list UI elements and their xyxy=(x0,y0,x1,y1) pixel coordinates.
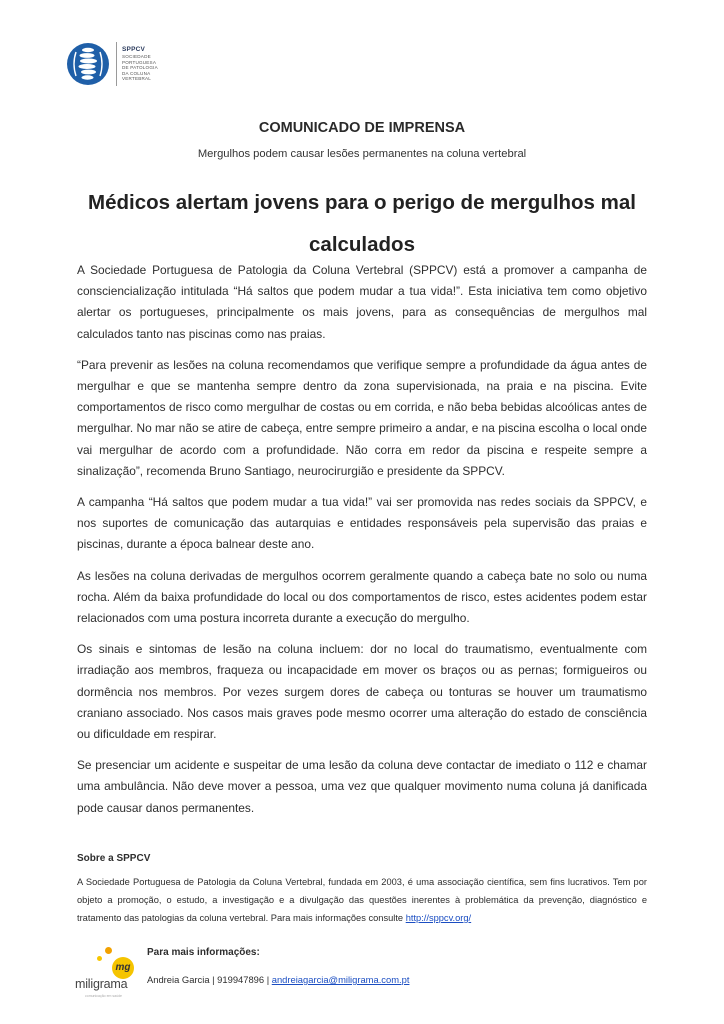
paragraph: A campanha “Há saltos que podem mudar a tua vida!” vai ser promovida nas redes sociais da SPPCV, e nos suportes de comunicação das autarquias e entidades responsáveis pela supervisão das praias e piscinas, durante a época balnear deste ano. xyxy=(77,495,647,552)
logo-line: SOCIEDADE xyxy=(122,54,151,60)
miligrama-wordmark: miligrama xyxy=(75,977,128,991)
sppcv-website-link[interactable]: http://sppcv.org/ xyxy=(405,913,472,923)
contact-name-phone: Andreia Garcia | 919947896 | xyxy=(147,974,270,985)
contact-line xyxy=(147,974,409,985)
contact-title: Para mais informações: xyxy=(147,947,260,958)
contact-email-link[interactable]: andreiagarcia@miligrama.com.pt xyxy=(271,974,410,985)
press-release-subtitle: Mergulhos podem causar lesões permanentes na coluna vertebral xyxy=(197,148,527,160)
logo-dot xyxy=(97,956,102,961)
about-description: A Sociedade Portuguesa de Patologia da Coluna Vertebral, fundada em 2003, é uma associação científica, sem fins lucrativos. Tem por objeto a promoção, o estudo, a investigação e a divulgação das questões inerentes à problemática da prevenção, diagnóstico e tratamento das patologias da coluna vertebral. Para mais informações consulte xyxy=(77,877,647,923)
paragraph: Os sinais e sintomas de lesão na coluna incluem: dor no local do traumatismo, eventualmente com irradiação aos membros, fraqueza ou incapacidade em mover os braços ou as pernas; formigueiros ou dormência nos membros. Por vezes surgem dores de cabeça ou tonturas se houver um traumatismo craniano associado. Nos casos mais graves pode mesmo ocorrer uma alteração do estado de consciência ou dificuldade em respirar. xyxy=(77,642,647,742)
logo-line: DE PATOLOGIA xyxy=(122,65,158,71)
about-title: Sobre a SPPCV xyxy=(77,853,151,864)
logo-text xyxy=(122,46,158,82)
logo-dot xyxy=(105,947,112,954)
contact-section xyxy=(75,944,475,1004)
headline: Médicos alertam jovens para o perigo de mergulhos mal calculados xyxy=(88,191,636,256)
logo-divider xyxy=(116,42,117,86)
logo-abbreviation: SPPCV xyxy=(122,46,146,54)
about-text xyxy=(77,873,647,927)
miligrama-logo xyxy=(75,944,141,1004)
about-section xyxy=(77,853,647,927)
article-body xyxy=(77,260,647,829)
spine-logo-icon xyxy=(66,42,110,86)
paragraph: As lesões na coluna derivadas de mergulhos ocorrem geralmente quando a cabeça bate no solo ou numa rocha. Além da baixa profundidade do local ou dos comportamentos de risco, estes acidentes podem estar relacionados com uma postura incorreta durante a execução do mergulho. xyxy=(77,568,647,626)
mg-badge: mg xyxy=(112,957,134,979)
paragraph: “Para prevenir as lesões na coluna recomendamos que verifique sempre a profundidade da água antes de mergulhar e que se mantenha sempre dentro da zona supervisionada, na praia e na piscina. Evite comportamentos de risco como mergulhar de costas ou em corrida, e não beba bebidas alcoólicas antes de mergulhar. No mar não se atire de cabeça, entre sempre primeiro a andar, e na piscina escolha o local onde vai mergulhar de acordo com a profundidade. Não corra em redor da piscina e respeite sempre a sinalização”, recomenda Bruno Santiago, neurocirurgião e presidente da SPPCV. xyxy=(77,357,647,478)
logo-line: VERTEBRAL xyxy=(122,76,152,82)
sppcv-logo xyxy=(66,42,158,86)
paragraph: Se presenciar um acidente e suspeitar de uma lesão da coluna deve contactar de imediato o 112 e chamar uma ambulância. Não deve mover a pessoa, uma vez que qualquer movimento numa coluna já danificada pode causar danos permanentes. xyxy=(77,758,647,815)
paragraph: A Sociedade Portuguesa de Patologia da Coluna Vertebral (SPPCV) está a promover a campanha de consciencialização intitulada “Há saltos que podem mudar a tua vida!”. Esta iniciativa tem como objetivo alertar os portugueses, principalmente os mais jovens, para as consequências de mergulhos mal calculados tanto nas piscinas como nas praias. xyxy=(77,263,647,341)
miligrama-tagline: comunicação em saúde xyxy=(85,994,122,998)
press-release-title: COMUNICADO DE IMPRENSA xyxy=(258,120,466,136)
logo-line: PORTUGUESA xyxy=(122,59,157,65)
logo-line: DA COLUNA xyxy=(122,70,151,76)
